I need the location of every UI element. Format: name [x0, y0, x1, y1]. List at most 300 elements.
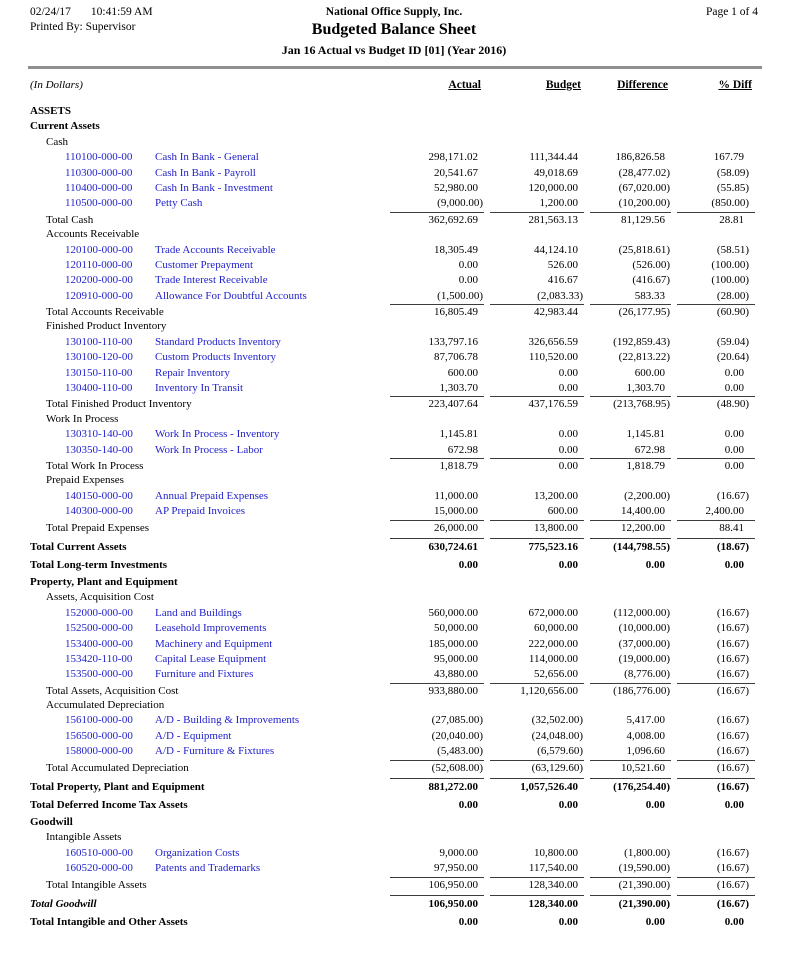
actual-value: 600.00: [447, 366, 478, 379]
difference-value: 0.00: [645, 558, 665, 571]
pctdiff-value: (16.67): [677, 760, 755, 776]
budget-value: 0.00: [558, 366, 578, 379]
actual-value: 0.00: [458, 915, 478, 928]
row-label: Total Accumulated Depreciation: [46, 761, 189, 774]
pctdiff-value: 0.00: [724, 382, 744, 395]
account-number-link[interactable]: 110300-000-00: [65, 166, 133, 179]
row-label: Total Intangible Assets: [46, 878, 147, 891]
row-label: Work In Process: [46, 412, 119, 425]
subtotal-row: [0, 458, 790, 473]
actual-value: 26,000.00: [390, 520, 484, 536]
difference-value: (176,254.40): [590, 778, 671, 795]
budget-value: 416.67: [547, 274, 578, 287]
row-label: Finished Product Inventory: [46, 320, 167, 333]
difference-value: 14,400.00: [621, 505, 665, 518]
difference-value: 1,145.81: [626, 428, 665, 441]
account-name-link[interactable]: Work In Process - Labor: [155, 443, 263, 456]
printed-by: Printed By: Supervisor: [30, 21, 136, 33]
budget-value: 10,800.00: [534, 846, 578, 859]
account-row: [0, 427, 790, 442]
budget-value: 281,563.13: [490, 212, 584, 228]
budget-value: 1,120,656.00: [490, 683, 584, 699]
account-name-link[interactable]: Organization Costs: [155, 846, 240, 859]
row-label: Property, Plant and Equipment: [30, 575, 178, 588]
row-label: Total Intangible and Other Assets: [30, 915, 188, 928]
subsection-heading-row: [0, 698, 790, 713]
account-name-link[interactable]: Petty Cash: [155, 197, 203, 210]
difference-value: (112,000.00): [613, 606, 670, 619]
pctdiff-value: (59.04): [716, 335, 749, 348]
account-row: [0, 273, 790, 288]
budget-value: 326,656.59: [528, 335, 578, 348]
budget-value: 0.00: [558, 428, 578, 441]
pctdiff-value: (16.67): [716, 489, 749, 502]
report-subtitle: Jan 16 Actual vs Budget ID [01] (Year 2016): [281, 43, 507, 57]
budget-value: 120,000.00: [528, 181, 578, 194]
row-label: Total Deferred Income Tax Assets: [30, 799, 188, 812]
actual-value: 16,805.49: [390, 304, 484, 320]
pctdiff-value: (48.90): [677, 396, 755, 412]
section-heading-row: [0, 575, 790, 590]
pctdiff-value: (16.67): [716, 668, 749, 681]
account-name-link[interactable]: Annual Prepaid Expenses: [155, 489, 269, 502]
account-row: [0, 621, 790, 636]
row-label: Total Finished Product Inventory: [46, 398, 192, 411]
difference-value: (10,200.00): [618, 197, 670, 210]
row-label: Total Work In Process: [46, 459, 144, 472]
account-number-link[interactable]: 120100-000-00: [65, 243, 133, 256]
difference-value: 600.00: [634, 366, 665, 379]
section-heading-row: [0, 815, 790, 830]
account-name-link[interactable]: Furniture and Fixtures: [155, 668, 254, 681]
budget-value: 49,018.69: [534, 166, 578, 179]
account-row: [0, 350, 790, 365]
account-number-link[interactable]: 153500-000-00: [65, 668, 133, 681]
account-row: [0, 166, 790, 181]
subtotal-row: [0, 520, 790, 535]
account-name-link[interactable]: A/D - Building & Improvements: [155, 714, 300, 727]
difference-value: (25,818.61): [618, 243, 670, 256]
pctdiff-value: (16.67): [716, 729, 749, 742]
account-row: [0, 667, 790, 682]
account-number-link[interactable]: 153400-000-00: [65, 637, 133, 650]
budget-value: 111,344.44: [529, 151, 578, 164]
actual-value: 106,950.00: [390, 895, 484, 912]
budget-value: 222,000.00: [528, 637, 578, 650]
pctdiff-value: (16.67): [716, 714, 749, 727]
budget-value: 110,520.00: [528, 351, 578, 364]
subtotal-row: [0, 683, 790, 698]
budget-value: 44,124.10: [534, 243, 578, 256]
budget-value: (2,083.33): [537, 289, 583, 302]
pctdiff-value: (58.51): [716, 243, 749, 256]
account-name-link[interactable]: A/D - Furniture & Fixtures: [155, 745, 275, 758]
report-body: [0, 104, 790, 930]
account-number-link[interactable]: 158000-000-00: [65, 745, 133, 758]
difference-value: 672.98: [634, 443, 665, 456]
pctdiff-value: (58.09): [716, 166, 749, 179]
actual-value: 43,880.00: [434, 668, 478, 681]
budget-value: (32,502.00): [531, 714, 583, 727]
account-name-link[interactable]: Land and Buildings: [155, 606, 242, 619]
difference-value: 4,008.00: [626, 729, 665, 742]
subsection-heading-row: [0, 412, 790, 427]
account-number-link[interactable]: 130310-140-00: [65, 428, 133, 441]
difference-value: (192,859.43): [613, 335, 670, 348]
grand-total-row: [0, 914, 790, 930]
account-row: [0, 861, 790, 876]
row-label: Total Current Assets: [30, 540, 127, 553]
account-number-link[interactable]: 130400-110-00: [65, 382, 133, 395]
pctdiff-value: (100.00): [711, 258, 749, 271]
actual-value: (5,483.00): [437, 745, 483, 758]
difference-value: (213,768.95): [590, 396, 671, 412]
account-number-link[interactable]: 120200-000-00: [65, 274, 133, 287]
account-number-link[interactable]: 160510-000-00: [65, 846, 133, 859]
difference-value: (144,798.55): [590, 538, 671, 555]
account-number-link[interactable]: 130150-110-00: [65, 366, 133, 379]
actual-value: 0.00: [458, 799, 478, 812]
account-name-link[interactable]: Inventory In Transit: [155, 382, 243, 395]
subtotal-row: [0, 212, 790, 227]
difference-value: (26,177.95): [590, 304, 671, 320]
subsection-heading-row: [0, 319, 790, 334]
account-name-link[interactable]: Trade Accounts Receivable: [155, 243, 276, 256]
column-headers: [0, 79, 790, 91]
difference-value: (28,477.02): [618, 166, 670, 179]
pctdiff-value: (16.67): [677, 877, 755, 893]
budget-value: 128,340.00: [490, 895, 584, 912]
difference-value: (2,200.00): [624, 489, 670, 502]
row-label: Total Long-term Investments: [30, 558, 168, 571]
budget-value: 1,057,526.40: [490, 778, 584, 795]
row-label: Total Cash: [46, 213, 94, 226]
actual-value: 362,692.69: [390, 212, 484, 228]
account-row: [0, 443, 790, 458]
account-row: [0, 150, 790, 165]
pctdiff-value: (16.67): [677, 778, 755, 795]
account-number-link[interactable]: 152500-000-00: [65, 622, 133, 635]
budget-value: 437,176.59: [490, 396, 584, 412]
pctdiff-value: 88.41: [677, 520, 755, 536]
account-row: [0, 713, 790, 728]
budget-value: 13,200.00: [534, 489, 578, 502]
account-number-link[interactable]: 130100-120-00: [65, 351, 133, 364]
actual-value: 50,000.00: [434, 622, 478, 635]
budget-value: (6,579.60): [537, 745, 583, 758]
subtotal-row: [0, 877, 790, 892]
account-number-link[interactable]: 120910-000-00: [65, 289, 133, 302]
pctdiff-value: (16.67): [716, 622, 749, 635]
account-name-link[interactable]: Work In Process - Inventory: [155, 428, 280, 441]
row-label: Total Property, Plant and Equipment: [30, 781, 205, 794]
budget-value: 0.00: [490, 458, 584, 474]
row-label: Goodwill: [30, 816, 73, 829]
subtotal-row: [0, 760, 790, 775]
difference-value: (1,800.00): [624, 846, 670, 859]
print-datetime: [30, 6, 326, 18]
actual-value: 87,706.78: [434, 351, 478, 364]
account-number-link[interactable]: 140150-000-00: [65, 489, 133, 502]
actual-value: 672.98: [447, 443, 478, 456]
difference-value: 81,129.56: [590, 212, 671, 228]
account-row: [0, 181, 790, 196]
pctdiff-value: 0.00: [724, 443, 744, 456]
subsection-heading-row: [0, 135, 790, 150]
account-row: [0, 729, 790, 744]
actual-value: 223,407.64: [390, 396, 484, 412]
row-label: Accounts Receivable: [46, 228, 140, 241]
account-number-link[interactable]: 160520-000-00: [65, 862, 133, 875]
account-name-link[interactable]: Custom Products Inventory: [155, 351, 276, 364]
account-number-link[interactable]: 120110-000-00: [65, 258, 133, 271]
account-name-link[interactable]: Cash In Bank - Payroll: [155, 166, 256, 179]
difference-value: (67,020.00): [618, 181, 670, 194]
difference-value: 10,521.60: [590, 760, 671, 776]
account-number-link[interactable]: 156100-000-00: [65, 714, 133, 727]
row-label: Intangible Assets: [46, 831, 122, 844]
actual-value: 298,171.02: [428, 151, 478, 164]
budget-value: 0.00: [558, 915, 578, 928]
difference-value: 583.33: [634, 289, 665, 302]
actual-value: 0.00: [458, 558, 478, 571]
budget-value: 0.00: [558, 443, 578, 456]
actual-value: 933,880.00: [390, 683, 484, 699]
actual-value: 15,000.00: [434, 505, 478, 518]
pctdiff-value: 0.00: [724, 428, 744, 441]
difference-value: (21,390.00): [590, 877, 671, 893]
budget-value: 672,000.00: [528, 606, 578, 619]
pctdiff-value: (16.67): [716, 652, 749, 665]
subsection-heading-row: [0, 590, 790, 605]
grand-total-row: [0, 538, 790, 554]
difference-value: (416.67): [632, 274, 670, 287]
difference-value: (19,590.00): [618, 862, 670, 875]
actual-value: 18,305.49: [434, 243, 478, 256]
account-name-link[interactable]: AP Prepaid Invoices: [155, 505, 246, 518]
pctdiff-value: 28.81: [677, 212, 755, 228]
pctdiff-value: (100.00): [711, 274, 749, 287]
account-row: [0, 243, 790, 258]
account-name-link[interactable]: Repair Inventory: [155, 366, 230, 379]
actual-value: 0.00: [458, 258, 478, 271]
units-label: (In Dollars): [30, 79, 83, 91]
row-label: Total Prepaid Expenses: [46, 521, 150, 534]
account-number-link[interactable]: 153420-110-00: [65, 652, 133, 665]
grand-total-row: [0, 797, 790, 813]
pctdiff-value: (60.90): [677, 304, 755, 320]
company-name: National Office Supply, Inc.: [325, 6, 463, 18]
account-name-link[interactable]: Patents and Trademarks: [155, 862, 261, 875]
account-number-link[interactable]: 130100-110-00: [65, 335, 133, 348]
page-indicator: Page 1 of 4: [705, 6, 758, 18]
actual-value: 95,000.00: [434, 652, 478, 665]
account-name-link[interactable]: Cash In Bank - Investment: [155, 181, 273, 194]
subsection-heading-row: [0, 830, 790, 845]
difference-value: 1,818.79: [590, 458, 671, 474]
pctdiff-value: (20.64): [716, 351, 749, 364]
budget-value: 60,000.00: [534, 622, 578, 635]
account-number-link[interactable]: 110100-000-00: [65, 151, 133, 164]
budget-value: (63,129.60): [490, 760, 584, 776]
difference-value: 0.00: [645, 799, 665, 812]
actual-value: 106,950.00: [390, 877, 484, 893]
pctdiff-value: 0.00: [724, 558, 744, 571]
actual-value: 1,818.79: [390, 458, 484, 474]
column-header-actual: Actual: [448, 79, 481, 91]
account-number-link[interactable]: 130350-140-00: [65, 443, 133, 456]
account-name-link[interactable]: Trade Interest Receivable: [155, 274, 268, 287]
budget-value: 117,540.00: [528, 862, 578, 875]
actual-value: 1,303.70: [439, 382, 478, 395]
subtotal-row: [0, 396, 790, 411]
account-name-link[interactable]: Standard Products Inventory: [155, 335, 281, 348]
actual-value: 881,272.00: [390, 778, 484, 795]
pctdiff-value: (16.67): [716, 637, 749, 650]
difference-value: (526.00): [632, 258, 670, 271]
account-number-link[interactable]: 156500-000-00: [65, 729, 133, 742]
budget-value: 0.00: [558, 558, 578, 571]
actual-value: 9,000.00: [439, 846, 478, 859]
account-name-link[interactable]: Machinery and Equipment: [155, 637, 273, 650]
pctdiff-value: 0.00: [724, 799, 744, 812]
actual-value: 133,797.16: [428, 335, 478, 348]
subsection-heading-row: [0, 227, 790, 242]
actual-value: 1,145.81: [439, 428, 478, 441]
account-name-link[interactable]: Capital Lease Equipment: [155, 652, 267, 665]
account-row: [0, 504, 790, 519]
budget-value: 0.00: [558, 799, 578, 812]
budget-value: 0.00: [558, 382, 578, 395]
budget-value: 114,000.00: [528, 652, 578, 665]
budget-value: 600.00: [547, 505, 578, 518]
column-header-pctdiff: % Diff: [718, 79, 752, 91]
account-name-link[interactable]: Leasehold Improvements: [155, 622, 267, 635]
row-label: Current Assets: [30, 120, 100, 133]
account-number-link[interactable]: 110500-000-00: [65, 197, 133, 210]
account-row: [0, 258, 790, 273]
print-date: 02/24/17: [30, 6, 71, 18]
actual-value: 20,541.67: [434, 166, 478, 179]
account-row: [0, 652, 790, 667]
pctdiff-value: (850.00): [711, 197, 749, 210]
section-heading-row: [0, 119, 790, 134]
pctdiff-value: (16.67): [716, 606, 749, 619]
row-label: Accumulated Depreciation: [46, 699, 165, 712]
actual-value: (52,608.00): [390, 760, 484, 776]
actual-value: 52,980.00: [434, 181, 478, 194]
grand-total-row: [0, 778, 790, 794]
budget-value: 775,523.16: [490, 538, 584, 555]
difference-value: 5,417.00: [626, 714, 665, 727]
account-name-link[interactable]: Cash In Bank - General: [155, 151, 259, 164]
pctdiff-value: (16.67): [716, 846, 749, 859]
row-label: Assets, Acquisition Cost: [46, 591, 154, 604]
section-heading-row: [0, 104, 790, 119]
pctdiff-value: (16.67): [716, 745, 749, 758]
budget-value: 13,800.00: [490, 520, 584, 536]
difference-value: 12,200.00: [590, 520, 671, 536]
actual-value: (1,500.00): [437, 289, 483, 302]
actual-value: (27,085.00): [431, 714, 483, 727]
pctdiff-value: (18.67): [677, 538, 755, 555]
row-label: Total Goodwill: [30, 897, 97, 910]
account-row: [0, 637, 790, 652]
account-name-link[interactable]: Allowance For Doubtful Accounts: [155, 289, 307, 302]
account-row: [0, 744, 790, 759]
budget-value: 1,200.00: [539, 197, 578, 210]
difference-value: 1,096.60: [626, 745, 665, 758]
account-number-link[interactable]: 140300-000-00: [65, 505, 133, 518]
subsection-heading-row: [0, 473, 790, 488]
actual-value: 185,000.00: [428, 637, 478, 650]
account-row: [0, 606, 790, 621]
account-row: [0, 489, 790, 504]
column-header-budget: Budget: [545, 79, 581, 91]
difference-value: (22,813.22): [618, 351, 670, 364]
account-row: [0, 196, 790, 211]
column-header-difference: Difference: [617, 79, 668, 91]
difference-value: (186,776.00): [590, 683, 671, 699]
grand-total-row: [0, 557, 790, 573]
actual-value: (20,040.00): [431, 729, 483, 742]
budget-value: 42,983.44: [490, 304, 584, 320]
account-number-link[interactable]: 152000-000-00: [65, 606, 133, 619]
pctdiff-value: (55.85): [716, 181, 749, 194]
budget-value: 128,340.00: [490, 877, 584, 893]
pctdiff-value: (28.00): [716, 289, 749, 302]
difference-value: (19,000.00): [618, 652, 670, 665]
actual-value: 97,950.00: [434, 862, 478, 875]
pctdiff-value: 167.79: [713, 151, 744, 164]
row-label: Prepaid Expenses: [46, 474, 124, 487]
grand-total-row: [0, 895, 790, 911]
difference-value: 186,826.58: [615, 151, 665, 164]
actual-value: 630,724.61: [390, 538, 484, 555]
budget-value: 526.00: [547, 258, 578, 271]
account-name-link[interactable]: Customer Prepayment: [155, 258, 254, 271]
account-name-link[interactable]: A/D - Equipment: [155, 729, 232, 742]
row-label: Total Assets, Acquisition Cost: [46, 684, 179, 697]
account-row: [0, 289, 790, 304]
pctdiff-value: 2,400.00: [705, 505, 744, 518]
pctdiff-value: (16.67): [716, 862, 749, 875]
budget-value: 52,656.00: [534, 668, 578, 681]
actual-value: (9,000.00): [437, 197, 483, 210]
difference-value: (8,776.00): [624, 668, 670, 681]
account-row: [0, 846, 790, 861]
account-row: [0, 381, 790, 396]
actual-value: 11,000.00: [434, 489, 478, 502]
actual-value: 0.00: [458, 274, 478, 287]
pctdiff-value: 0.00: [724, 366, 744, 379]
pctdiff-value: 0.00: [724, 915, 744, 928]
difference-value: (37,000.00): [618, 637, 670, 650]
report-header: [0, 0, 790, 58]
report-title: Budgeted Balance Sheet: [311, 21, 477, 38]
account-row: [0, 366, 790, 381]
print-time: 10:41:59 AM: [90, 6, 153, 18]
difference-value: (21,390.00): [590, 895, 671, 912]
account-number-link[interactable]: 110400-000-00: [65, 181, 133, 194]
row-label: Cash: [46, 135, 68, 148]
difference-value: 1,303.70: [626, 382, 665, 395]
row-label: Total Accounts Receivable: [46, 306, 164, 319]
actual-value: 560,000.00: [428, 606, 478, 619]
difference-value: 0.00: [645, 915, 665, 928]
pctdiff-value: (16.67): [677, 895, 755, 912]
pctdiff-value: 0.00: [677, 458, 755, 474]
